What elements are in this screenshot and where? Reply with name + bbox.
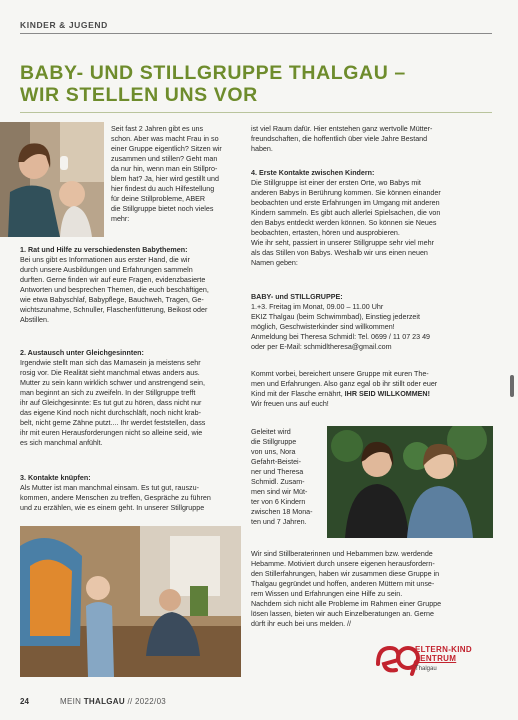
closing-line: rem Wissen und Erfahrungen eine Hilfe zu sein. — [251, 590, 403, 598]
logo-text — [415, 645, 472, 663]
photo-playgroup-image — [20, 526, 241, 677]
caption-line: zwischen 18 Mona- — [251, 508, 313, 516]
section-1-line: Bei uns gibt es Informationen aus erster Hand, die wir — [20, 256, 190, 264]
section-1-line: wichtszunahme, Schnuller, Flaschenfütterung, Beikost oder — [20, 306, 208, 314]
caption-line: Gefahrt-Beistei- — [251, 458, 302, 466]
section-1-line: durch unsere Ausbildungen und Erfahrungen sammeln — [20, 266, 193, 274]
photo-group-leaders-image — [327, 426, 493, 538]
intro-line: hier findest du auch Hilfestellung — [111, 185, 215, 193]
magazine-issue: // 2022/03 — [124, 697, 167, 706]
section-2-line: ihr mit euren Herausforderungen nicht so alleine seid, wie — [20, 429, 203, 437]
invitation-text: Kind mit der Flasche ernährt, — [251, 390, 345, 398]
intro-line: Seit fast 2 Jahren gibt es uns — [111, 125, 204, 133]
title-line-1: BABY- UND STILLGRUPPE THALGAU – — [20, 62, 406, 84]
section-1-heading: 1. Rat und Hilfe zu verschiedensten Babythemen: — [20, 246, 188, 254]
invitation-line: Kommt vorbei, bereichert unsere Gruppe mit euren The- — [251, 370, 429, 378]
section-4-line: beobachten, ertasten, hören und ausprobieren. — [251, 229, 400, 237]
photo-mother-baby-image — [0, 122, 104, 237]
top-divider — [20, 33, 492, 34]
caption-line: men sind wir Müt- — [251, 488, 308, 496]
section-4-line: den Babys entdeckt werden können. So können sie Neues — [251, 219, 437, 227]
group-info-line: oder per E-Mail: schmidltheresa@gmail.com — [251, 343, 392, 351]
intro-text — [111, 124, 239, 224]
section-2-line: man beginnt an sich zu zweifeln. In der Stillgruppe trefft — [20, 389, 196, 397]
closing-line: Thalgau gegründet und hoffen, anderen Müttern mit unse- — [251, 580, 435, 588]
section-4-line: Namen geben: — [251, 259, 298, 267]
logo-line-2: ZENTRUM — [415, 654, 457, 663]
scrollbar-thumb[interactable] — [510, 375, 514, 397]
section-2-line: es sich manchmal anfühlt. — [20, 439, 103, 447]
group-info-heading: BABY- und STILLGRUPPE: — [251, 293, 343, 301]
section-2-line: ihr auf Gleichgesinnte: Es tut gut zu hören, dass nicht nur — [20, 399, 202, 407]
closing-text — [251, 549, 493, 629]
section-3-heading: 3. Kontakte knüpfen: — [20, 474, 91, 482]
magazine-title: THALGAU — [83, 697, 125, 706]
section-4 — [251, 168, 493, 268]
intro-line: einer Gruppe eigentlich? Sitzen wir — [111, 145, 222, 153]
section-3 — [20, 473, 245, 513]
magazine-name — [60, 697, 166, 706]
section-4-line: als das Stillen von Babys. Weshalb wir uns einen neuen — [251, 249, 428, 257]
section-4-line: beobachten und erste Erfahrungen im Umgang mit anderen — [251, 199, 440, 207]
group-info — [251, 292, 493, 352]
group-info-line: möglich, Geschwisterkinder sind willkommen! — [251, 323, 395, 331]
caption-line: ner und Theresa — [251, 468, 304, 476]
section-2-line: Irgendwie stellt man sich das Mamasein ja meistens sehr — [20, 359, 201, 367]
closing-line: Wir sind Stillberaterinnen und Hebammen bzw. werdende — [251, 550, 433, 558]
continued-line: ist viel Raum dafür. Hier entstehen ganz wertvolle Mütter- — [251, 125, 433, 133]
intro-line: zusammen und stillen? Geht man — [111, 155, 218, 163]
section-1-line: Abstillen. — [20, 316, 49, 324]
intro-line: mehr: — [111, 215, 130, 223]
continued-line: freundschaften, die hoffentlich über viele Jahre Bestand — [251, 135, 428, 143]
section-2-line: rosig vor. Die Realität sieht manchmal etwas anders aus. — [20, 369, 200, 377]
intro-line: schon. Aber was macht Frau in so — [111, 135, 219, 143]
section-2-heading: 2. Austausch unter Gleichgesinnten: — [20, 349, 144, 357]
section-4-line: anderen Babys in Berührung kommen. Sie können einander — [251, 189, 441, 197]
section-3-line: und zu erzählen, wie es einem geht. In unserer Stillgruppe — [20, 504, 205, 512]
photo-mother-baby — [0, 122, 104, 237]
closing-line: dürft ihr euch bei uns melden. // — [251, 620, 352, 628]
closing-line: den Stillerfahrungen, haben wir zusammen diese Gruppe in — [251, 570, 440, 578]
section-4-heading: 4. Erste Kontakte zwischen Kindern: — [251, 169, 375, 177]
caption-line: Schmidl. Zusam- — [251, 478, 305, 486]
intro-line: für deine Stillprobleme, ABER — [111, 195, 206, 203]
section-3-continued — [251, 124, 493, 154]
intro-line: da nur hin, wenn man ein Stillpro- — [111, 165, 218, 173]
title-divider — [20, 112, 492, 113]
caption-line: ten und 7 Jahren. — [251, 518, 307, 526]
section-2 — [20, 348, 245, 448]
section-4-line: Wie ihr seht, passiert in unserer Stillgruppe sehr viel mehr — [251, 239, 434, 247]
photo-caption — [251, 427, 331, 527]
photo-group-leaders — [327, 426, 493, 538]
intro-line: die Stillgruppe bietet noch vieles — [111, 205, 214, 213]
section-1 — [20, 245, 245, 325]
intro-line: blem hat? Ja, hier wird gestillt und — [111, 175, 219, 183]
section-1-line: Antworten und besprechen Themen, die euch beschäftigen, — [20, 286, 209, 294]
logo-subtitle: Thalgau — [415, 666, 437, 672]
caption-line: Geleitet wird — [251, 428, 291, 436]
caption-line: von uns, Nora — [251, 448, 296, 456]
section-2-line: das eigene Kind noch nicht durchschläft, noch nicht krab- — [20, 409, 202, 417]
section-1-line: durften. Gerne finden wir auf eure Fragen, evidenzbasierte — [20, 276, 206, 284]
title-line-2: WIR STELLEN UNS VOR — [20, 84, 258, 106]
continued-line: haben. — [251, 145, 273, 153]
article-title — [20, 62, 490, 106]
section-2-line: Mutter zu sein kann wirklich schwer und anstrengend sein, — [20, 379, 205, 387]
section-1-line: wie etwa Babyschlaf, Babypflege, Bauchweh, Tragen, Ge- — [20, 296, 204, 304]
photo-playgroup — [20, 526, 241, 677]
logo-line-1: ELTERN-KIND — [415, 645, 472, 654]
welcome-emphasis: IHR SEID WILLKOMMEN! — [344, 390, 430, 398]
closing-line: Hebamme. Motiviert durch unsere eigenen herausfordern- — [251, 560, 435, 568]
section-label: KINDER & JUGEND — [20, 20, 108, 30]
invitation-line: men und Erfahrungen. Also ganz egal ob ihr stillt oder euer — [251, 380, 438, 388]
caption-line: ter von 6 Kindern — [251, 498, 306, 506]
section-4-line: Kindern sammeln. Es gibt auch allerlei Spielsachen, die von — [251, 209, 441, 217]
closing-line: Nachdem sich nicht alle Probleme im Rahmen einer Gruppe — [251, 600, 442, 608]
group-info-line: Anmeldung bei Theresa Schmidl: Tel. 0699 / 11 07 23 49 — [251, 333, 431, 341]
invitation — [251, 369, 493, 409]
group-info-line: EKIZ Thalgau (beim Schwimmbad), Einstieg jederzeit — [251, 313, 420, 321]
section-3-line: kommen, andere Menschen zu treffen, Gespräche zu führen — [20, 494, 211, 502]
section-2-line: belt, nicht gerne Zähne putzt.... Ihr werdet feststellen, dass — [20, 419, 206, 427]
section-3-line: Als Mutter ist man manchmal einsam. Es tut gut, rauszu- — [20, 484, 199, 492]
closing-line: lösen lassen, bieten wir auch Einzelberatungen an. Gerne — [251, 610, 434, 618]
invitation-line: Wir freuen uns auf euch! — [251, 400, 329, 408]
caption-line: die Stillgruppe — [251, 438, 297, 446]
invitation-line — [251, 389, 493, 399]
magazine-prefix: MEIN — [60, 697, 84, 706]
group-info-line: 1.+3. Freitag im Monat, 09.00 – 11.00 Uhr — [251, 303, 384, 311]
page-number: 24 — [20, 697, 29, 706]
section-4-line: Die Stillgruppe ist einer der ersten Orte, wo Babys mit — [251, 179, 421, 187]
